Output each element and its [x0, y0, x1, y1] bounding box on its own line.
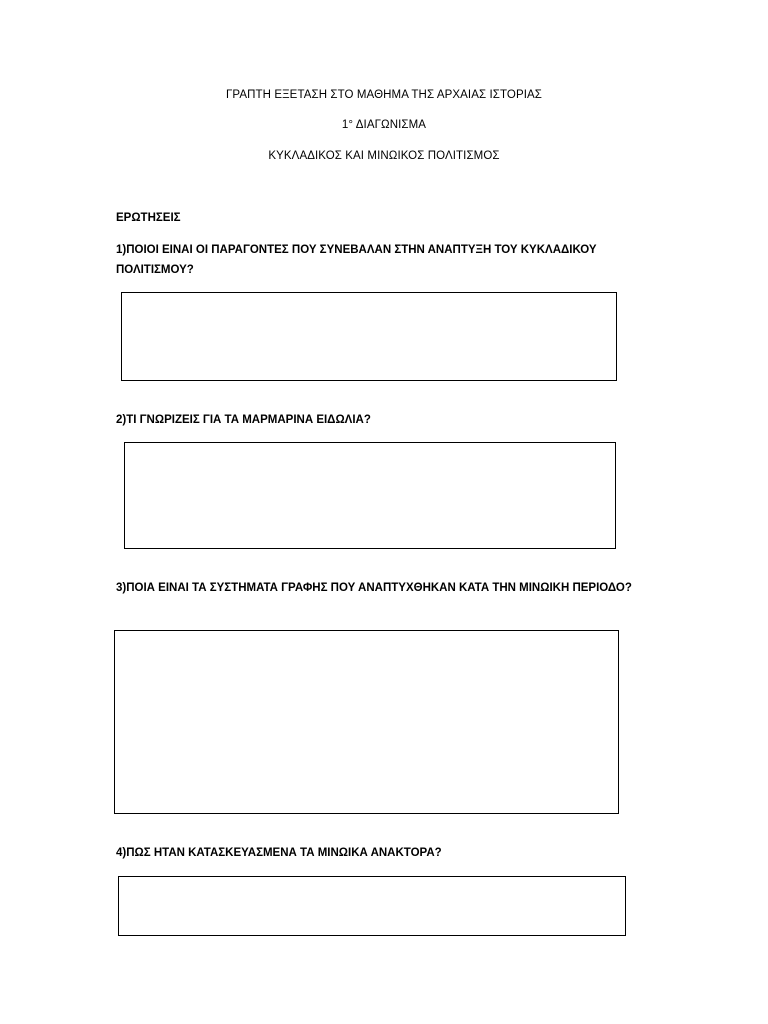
answer-box-4[interactable]	[118, 876, 626, 936]
questions-heading: ΕΡΩΤΗΣΕΙΣ	[116, 212, 181, 224]
answer-box-3[interactable]	[114, 630, 619, 814]
exam-title: ΓΡΑΠΤΗ ΕΞΕΤΑΣΗ ΣΤΟ ΜΑΘΗΜΑ ΤΗΣ ΑΡΧΑΙΑΣ ΙΣΤΟΡΙΑΣ	[225, 89, 542, 101]
question-2: 2)ΤΙ ΓΝΩΡΙΖΕΙΣ ΓΙΑ ΤΑ ΜΑΡΜΑΡΙΝΑ ΕΙΔΩΛΙΑ?	[116, 414, 371, 426]
question-1: 1)ΠΟΙΟΙ ΕΙΝΑΙ ΟΙ ΠΑΡΑΓΟΝΤΕΣ ΠΟΥ ΣΥΝΕΒΑΛΑΝ ΣΤΗΝ ΑΝΑΠΤΥΞΗ ΤΟΥ ΚΥΚΛΑΔΙΚΟΥ ΠΟΛΙΤΙΣΜΟΥ?	[116, 244, 597, 276]
exam-subtitle: 1° ΔΙΑΓΩΝΙΣΜΑ	[341, 119, 427, 131]
question-3: 3)ΠΟΙΑ ΕΙΝΑΙ ΤΑ ΣΥΣΤΗΜΑΤΑ ΓΡΑΦΗΣ ΠΟΥ ΑΝΑΠΤΥΧΘΗΚΑΝ ΚΑΤΑ ΤΗΝ ΜΙΝΩΙΚΗ ΠΕΡΙΟΔΟ?	[116, 582, 632, 594]
exam-topic: ΚΥΚΛΑΔΙΚΟΣ ΚΑΙ ΜΙΝΩΙΚΟΣ ΠΟΛΙΤΙΣΜΟΣ	[268, 150, 500, 162]
answer-box-2[interactable]	[124, 442, 616, 549]
question-4: 4)ΠΩΣ ΗΤΑΝ ΚΑΤΑΣΚΕΥΑΣΜΕΝΑ ΤΑ ΜΙΝΩΙΚΑ ΑΝΑΚΤΟΡΑ?	[116, 847, 442, 859]
answer-box-1[interactable]	[121, 292, 617, 381]
